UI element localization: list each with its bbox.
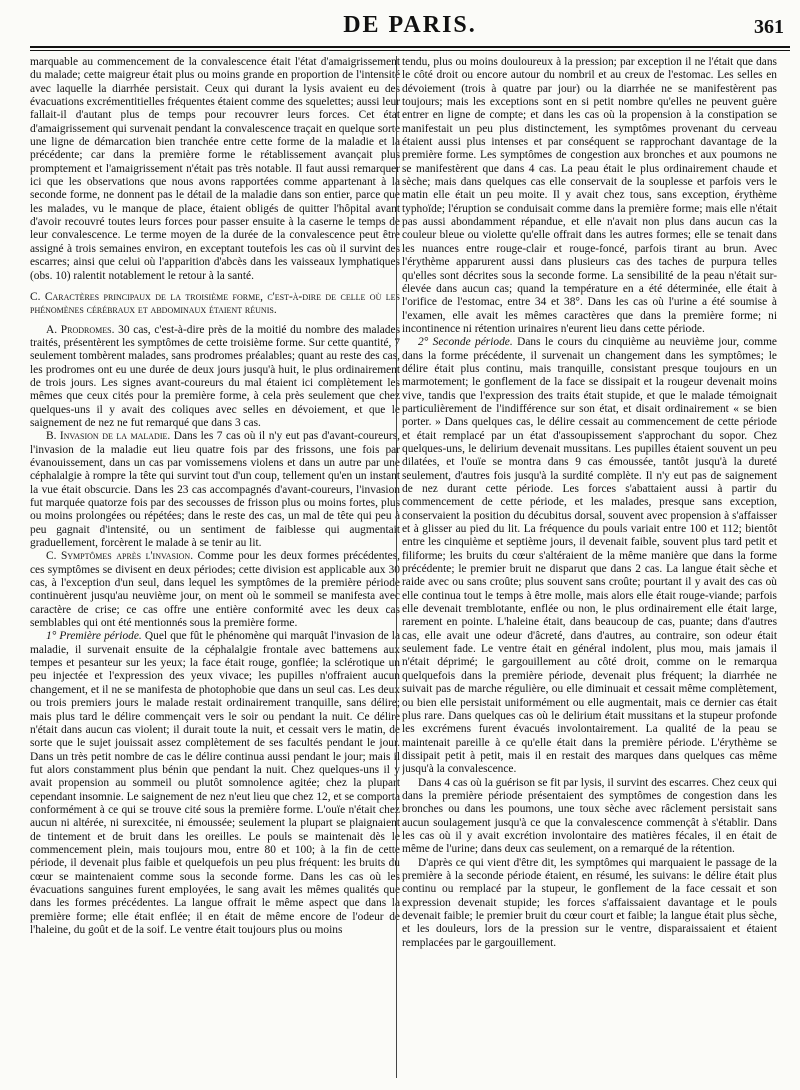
header-rule-thin [30, 50, 790, 51]
periode2-lead: 2° Seconde période. [418, 336, 513, 349]
paragraph-resume: D'après ce qui vient d'être dit, les symptômes qui marquaient le passage de la première à la seconde période étaient, en résumé, les suivans: le délire était plus continu ou remplacé par la stupeur, le gonflement de la face cessait et son expression devenait stupide; les forces s'affaissaient davantage et le pouls devenait faible; le premier bruit du cœur court et faible; la langue était plus sèche, et les douleurs, lors de la pression sur le ventre, disparaissaient et étaient remplacées par le gargouillement. [402, 856, 777, 949]
paragraph-premiere-periode [30, 630, 400, 937]
page-header [30, 10, 790, 46]
symptomes-text: Comme pour les deux formes précédentes, ces symptômes se divisent en deux périodes; cette division est applicable aux 30 cas, à l'exception d'un seul, dans lequel les symptômes de la première période continuèrent jusqu'au neuvième jour, on ment où le sommeil se manifesta avec caractère de crise; ce cas offre une entière conformité avec les deux cas semblables qui ont été mentionnés sous la première forme. [30, 550, 400, 630]
paragraph-continuation: tendu, plus ou moins douloureux à la pression; par exception il ne l'était que dans le côté droit ou encore autour du nombril et au creux de l'estomac. Les selles en dévoiement (trois à quatre par jour) ou la diarrhée ne se manifestèrent pas toujours; mais les exceptions sont en si petit nombre qu'elles ne peuvent guère entrer en ligne de compte; et dans les cas où la propension à la constipation se manifestait un peu plus distinctement, les symptômes provenant du cerveau étaient aussi plus intenses et par conséquent se rapprochant davantage de la première forme. Les symptômes de congestion aux bronches et aux poumons ne se manifestèrent que dans 4 cas. La peau était le plus ordinairement chaude et sèche; mais dans quelques cas elle conservait de la souplesse et parfois vers le matin elle était un peu moite. Il y avait chez tous, sans exception, érythème typhoïde; l'éruption se conduisait comme dans la première forme; mais elle n'était pas aussi abondamment répandue, et elle n'avait non plus dans aucun cas la couleur bleue ou violette qu'elle offrait dans les autres formes; elle se tenait dans les nuances entre rouge-clair et rouge-foncé, parfois tirant au brun. Avec l'érythème apparurent aussi dans plusieurs cas des taches de purpura telles qu'elles sont décrites sous la seconde forme. La sensibilité de la peau n'était sur-élevée dans aucun cas; quand la température en a été déterminée, elle était à l'orifice de l'estomac, entre 34 et 38°. Dans les cas où l'urine a été soumise à l'examen, elle avait les mêmes caractères que dans la première forme; ni incontinence ni rétention urinaires n'eurent lieu dans cette période. [402, 56, 777, 335]
paragraph-symptomes [30, 550, 400, 630]
periode2-text: Dans le cours du cinquième au neuvième jour, comme dans la forme précédente, il survenait un changement dans les symptômes; le délire était plus continu, mais tranquille, consistant presque toujours en un marmotement; le gonflement de la face se dissipait et la rougeur devenait moins vive, tandis que l'expression des traits était stupide, et que le malade témoignait particulièrement de l'indifférence sur son état, et disait ordinairement « se bien porter. » Dans quelques cas, le délire cessait au commencement de cette période et était remplacé par un état d'assoupissement s'approchant du sopor. Chez quelques-uns, le delirium devenait mussitans. Les pupilles étaient souvent un peu dilatées, et l'ouïe se montra dans 9 cas émoussée, tantôt jusqu'à la dureté seulement, d'autres fois jusqu'à la surdité complète. Il n'y eut pas de saignement de nez durant cette période. Les forces s'abattaient aussi à partir du commencement de cette période, et les malades, presque sans exception, conservaient la position du décubitus dorsal, souvent avec propension à s'affaisser et à glisser au pied du lit. La fréquence du pouls variait entre 100 et 112; bientôt entre les cinquième et septième jours, il devenait faible, souvent plus tard petit et filiforme; les bruits du cœur s'altéraient de la même manière que dans la forme précédente; le premier bruit ne disparut que dans 2 cas. La langue était sèche et raide avec ou sans croûte; plus souvent sans croûte; pourtant il y avait des cas où elle continua tout le temps à être molle, mais alors elle était rouge-viande; parfois elle devenait tremblotante, enflée ou non, le plus ordinairement elle était large, rarement en pointe. L'haleine était, dans beaucoup de cas, puante; dans d'autres cas, elle avait une odeur d'âcreté, dans d'autres, au contraire, son odeur était seulement fade. Le ventre était en général indolent, plus mou, mais jamais il n'était déprimé; le gargouillement au côté droit, comme on le remarqua quelquefois dans la première période, devenait plus fréquent; la diarrhée ne suivait pas de marche régulière, ou elle diminuait et cessait même complètement, ou bien elle persistait uniformément ou elle augmentait, mais ce dernier cas était plus rare. Dans quelques cas où le delirium était mussitans et la stupeur profonde les excrémens furent évacués involontairement. La qualité de la peau se maintenait pareille à ce qu'elle était dans la première période. L'érythème se dissipait petit à petit, mais il en restait des marques dans quelques cas même jusqu'à la convalescence. [402, 336, 777, 776]
paragraph-escarres: Dans 4 cas où la guérison se fit par lysis, il survint des escarres. Chez ceux qui dans la première période présentaient des symptômes de congestion dans les bronches ou dans les poumons, une toux sèche avec râclement persistait sans aucun soulagement jusqu'à ce que la convalescence commençât à s'établir. Dans les cas où il y avait excrétion involontaire des matières fécales, il en était de même de l'urine; dans deux cas seulement, on a remarqué de la rétention. [402, 776, 777, 856]
symptomes-lead: C. Symptômes après l'invasion. [46, 550, 194, 563]
prodromes-lead: A. Prodromes. [46, 323, 115, 336]
invasion-lead: B. Invasion de la maladie. [46, 430, 171, 443]
column-divider [396, 56, 397, 1078]
paragraph-seconde-periode [402, 336, 777, 776]
header-rule [30, 46, 790, 48]
periode1-lead: 1° Première période. [46, 630, 142, 643]
prodromes-text: 30 cas, c'est-à-dire près de la moitié du nombre des malades traités, présentèrent les symptômes de cette troisième forme. Sur cette quantité, 7 seulement tombèrent malades, sans prodromes préalables; quant au reste des cas, les prodromes ont eu une durée de deux jours jusqu'à huit, le plus ordinairement de trois jours. Les signes avant-coureurs du mal étaient ici complètement les mêmes que ceux cités pour la première forme, à cela près seulement que chez quelques-uns il y avait des coliques avec selles en dévoiement, et que le saignement de nez ne fut remarqué que dans 3 cas. [30, 323, 400, 429]
page-number: 361 [754, 16, 784, 38]
left-column [30, 56, 400, 1082]
paragraph-invasion [30, 430, 400, 550]
periode1-text: Quel que fût le phénomène qui marquât l'invasion de la maladie, il survenait ensuite de la céphalalgie frontale avec battemens aux tempes et pesanteur sur les yeux; la face était rouge, gonflée; la sclérotique un peu injectée et l'expression des yeux vivace; les pupilles n'offraient aucun changement, et il ne se manifesta de photophobie que dans un seul cas. Les deux ou trois premiers jours le malade restait ordinairement tranquille, sans délire; mais plus tard le délire commençait vers le soir ou pendant la nuit. Ce délire n'était dans aucun cas violent; il durait toute la nuit, et cessait vers le matin, de sorte que le sujet jouissait assez complètement de ses facultés pendant le jour. Dans un très petit nombre de cas le délire continua aussi pendant le jour; mais il fut alors constamment plus bénin que pendant la nuit. Chez quelques-uns il y avait propension au sommeil ou plutôt somnolence agitée; chez la plupart cependant insomnie. Le saignement de nez n'eut lieu que chez 12, et se comporta conformément à ce qui se trouve cité sous la première forme. L'ouïe n'était chez aucun ni altérée, ni surexcitée, ni émoussée; seulement la plupart se plaignaient de tintement et de bruit dans les oreilles. Le pouls se maintenait dès le commencement plein, mais toujours mou, entre 80 et 100; à la fin de cette période, il devenait plus faible et quelquefois un peu plus fréquent: les bruits du cœur se maintenaient comme sous la seconde forme. Dans les cas où les évacuations sanguines furent employées, le sang avait les mêmes qualités que dans les formes précédentes. La langue offrait le même aspect que dans la première forme; elle était enflée; il en était de même encore de l'odeur de l'haleine, du goût et de la soif. Le ventre était toujours plus ou moins [30, 630, 400, 936]
invasion-text: Dans les 7 cas où il n'y eut pas d'avant-coureurs, l'invasion de la maladie eut lieu quatre fois par des frissons, une fois par évanouissement, dans un cas par vomissemens violens et dans un autre par une céphalalgie à rompre la tête qui survint tout d'un coup, tellement qu'en un instant la vue était obscurcie. Dans les 23 cas accompagnés d'avant-coureurs, l'invasion fut marquée quatorze fois par des secousses de frisson plus ou moins fortes, plus ou moins prolongées ou répétées; dans le reste des cas, un mal de tête qui peu à peu gagnait d'intensité, ou un sentiment de faiblesse qui augmentait graduellement, forcèrent le malade à se tenir au lit. [30, 430, 400, 550]
paragraph-convalescence: marquable au commencement de la convalescence était l'état d'amaigrissement du malade; cette maigreur était plus ou moins grande en proportion de l'intensité avec laquelle la diarrhée persistait. Ceux qui durant la lysis avaient eu des évacuations excrémentitielles fréquentes étaient comme des squelettes; aussi leur fallait-il d'autant plus de temps pour recouvrer leurs forces. Cet état d'amaigrissement qui survenait pendant la convalescence traçait en quelque sorte une ligne de démarcation bien tranchée entre cette forme de la maladie et la précédente; car dans la première forme le rétablissement avançait plus promptement et l'amaigrissement n'était pas très notable. Il faut aussi remarquer ici que les observations que nous avons rapportées comme appartenant à la seconde forme, ne donnent pas le détail de la maladie dans son entier, parce que les malades, vu le manque de place, étaient obligés de quitter l'hôpital avant d'avoir recouvré toutes leurs forces pour passer ensuite à la caserne le temps de leur convalescence. Le terme moyen de la durée de la convalescence peut être assigné à trois semaines environ, en exceptant toutefois les cas où il survint des escarres; ainsi que celui où l'apparition d'abcès dans les vaisseaux lymphatiques (obs. 10) ralentit notablement le retour à la santé. [30, 56, 400, 282]
right-column [402, 56, 777, 1082]
running-head: DE PARIS. [343, 12, 477, 38]
section-heading: C. Caractères principaux de la troisième forme, c'est-à-dire de celle où les phénomènes cérébraux et abdominaux étaient réunis. [30, 290, 400, 317]
paragraph-prodromes [30, 324, 400, 431]
